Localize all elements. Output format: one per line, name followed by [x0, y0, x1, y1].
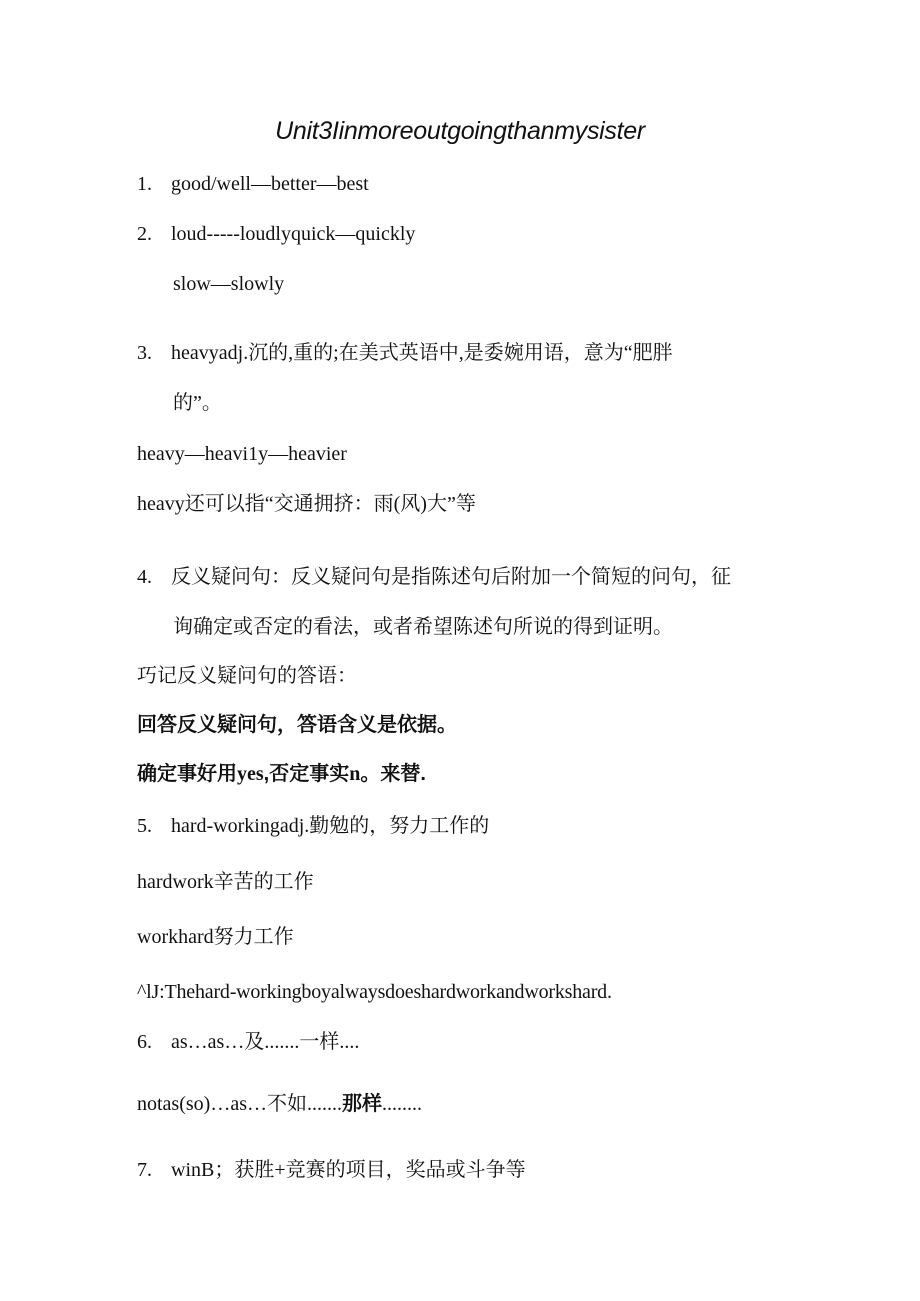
item-number: 6.	[137, 1031, 152, 1053]
item-2-continuation	[173, 270, 284, 298]
item-number: 4.	[137, 566, 152, 588]
item-number: 5.	[137, 815, 152, 837]
item-text-part: 那样	[341, 1093, 382, 1115]
item-4	[137, 563, 731, 591]
item-2	[137, 220, 415, 248]
item-text: slow—slowly	[173, 273, 285, 295]
item-text-part: ........	[381, 1093, 422, 1115]
item-text-part: n	[349, 763, 361, 785]
item-text: 回答反义疑问句，答语含义是依据。	[137, 714, 457, 736]
mnemonic-line-2	[137, 760, 426, 788]
item-number: 1.	[137, 173, 152, 195]
page-title: Unit3Iinmoreoutgoingthanmysister	[275, 117, 645, 145]
item-number: 7.	[137, 1159, 152, 1181]
item-text: workhard努力工作	[137, 926, 294, 948]
item-text: 巧记反义疑问句的答语：	[137, 665, 357, 687]
item-text: 询确定或否定的看法，或者希望陈述句所说的得到证明。	[173, 616, 673, 638]
item-text: winB；获胜+竞赛的项目，奖品或斗争等	[171, 1159, 526, 1181]
item-6	[137, 1028, 359, 1056]
item-text: hardwork辛苦的工作	[137, 871, 314, 893]
item-text: heavy还可以指“交通拥挤：雨(风)大”等	[137, 493, 476, 515]
example-sentence	[137, 978, 612, 1006]
item-3-continuation	[173, 389, 222, 417]
hardwork-line	[137, 868, 314, 896]
item-text-part: ,否定事实	[263, 763, 350, 785]
item-7	[137, 1156, 526, 1184]
item-text: 反义疑问句：反义疑问句是指陈述句后附加一个简短的问句，征	[171, 566, 731, 588]
item-3	[137, 339, 673, 367]
item-text: ^lJ:Thehard-workingboyalwaysdoeshardworkandworkshard.	[137, 981, 612, 1003]
mnemonic-heading	[137, 662, 357, 690]
item-1	[137, 170, 369, 198]
item-text: loud-----loudlyquick—quickly	[171, 223, 416, 245]
mnemonic-line-1	[137, 711, 457, 739]
item-text: hard-workingadj.勤勉的，努力工作的	[171, 815, 490, 837]
item-text: as…as…及.......一样....	[171, 1031, 360, 1053]
item-text-part: 确定事好用	[137, 763, 237, 785]
item-number: 2.	[137, 223, 152, 245]
heavy-forms	[137, 440, 347, 468]
item-text-part: notas(so)…as…不如.......	[137, 1093, 342, 1115]
item-number: 3.	[137, 342, 152, 364]
workhard-line	[137, 923, 294, 951]
heavy-usage	[137, 490, 476, 518]
item-text: heavy—heavi1y—heavier	[137, 443, 347, 465]
item-text: heavyadj.沉的,重的;在美式英语中,是委婉用语，意为“肥胖	[171, 342, 673, 364]
item-text-part: yes	[237, 763, 264, 785]
item-4-continuation	[173, 613, 673, 641]
item-text: good/well—better—best	[171, 173, 369, 195]
item-5	[137, 812, 489, 840]
item-text-part: 。来替.	[360, 763, 426, 785]
notas-line	[137, 1090, 422, 1118]
item-text: 的”。	[173, 392, 222, 414]
